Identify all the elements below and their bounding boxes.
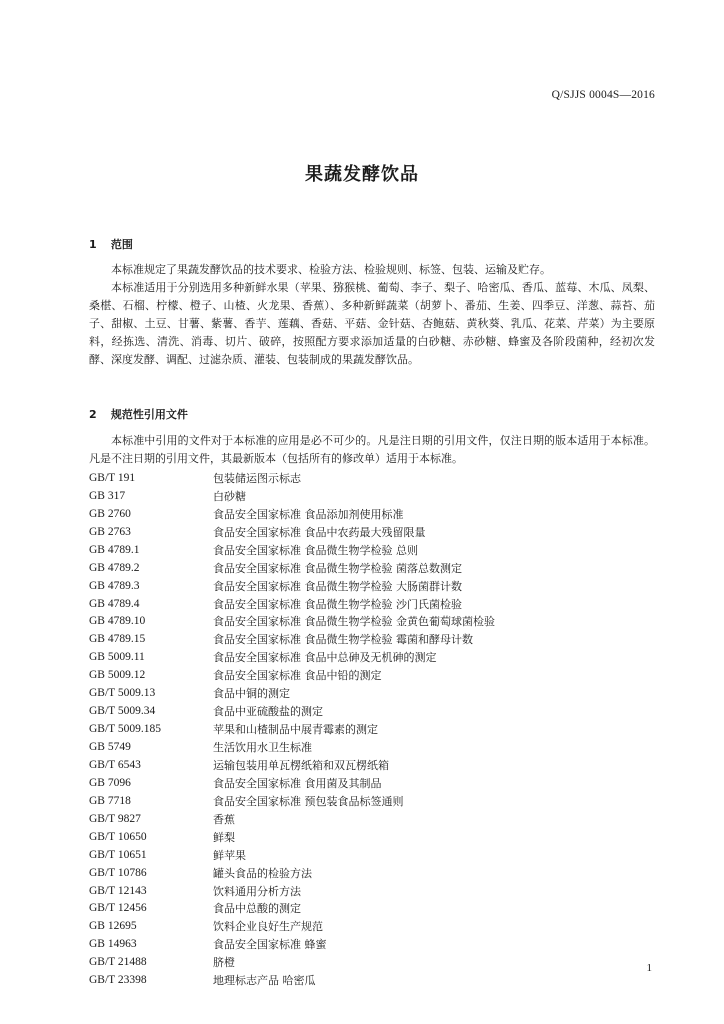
reference-row <box>89 630 649 648</box>
reference-code: GB/T 10651 <box>89 848 147 861</box>
reference-code: GB 14963 <box>89 938 137 951</box>
reference-title: 食品中铜的测定 <box>213 687 290 701</box>
section-1-heading <box>89 236 133 252</box>
reference-row <box>89 505 649 523</box>
reference-code: GB 4789.1 <box>89 543 140 556</box>
reference-code: GB 317 <box>89 489 126 502</box>
reference-code: GB 5749 <box>89 741 131 754</box>
reference-title: 生活饮用水卫生标准 <box>213 741 312 755</box>
reference-title: 食品安全国家标准 食品微生物学检验 大肠菌群计数 <box>213 579 462 593</box>
reference-row <box>89 971 649 989</box>
reference-code: GB 7096 <box>89 776 131 789</box>
reference-code: GB 12695 <box>89 920 137 933</box>
reference-code: GB 5009.12 <box>89 669 146 682</box>
reference-row <box>89 720 649 738</box>
reference-title: 食品安全国家标准 食品微生物学检验 霉菌和酵母计数 <box>213 633 473 647</box>
reference-title: 白砂糖 <box>213 489 246 503</box>
reference-title: 食品中亚硫酸盐的测定 <box>213 705 323 719</box>
section-2-title: 规范性引用文件 <box>110 408 188 421</box>
reference-code: GB/T 12456 <box>89 902 147 915</box>
reference-title: 食品安全国家标准 食用菌及其制品 <box>213 776 382 790</box>
reference-title: 运输包装用单瓦楞纸箱和双瓦楞纸箱 <box>213 758 389 772</box>
reference-title: 鲜梨 <box>213 830 235 844</box>
reference-title: 鲜苹果 <box>213 848 246 862</box>
reference-code: GB/T 191 <box>89 471 136 484</box>
reference-row <box>89 559 649 577</box>
reference-row <box>89 917 649 935</box>
reference-code: GB 7718 <box>89 794 131 807</box>
reference-row <box>89 953 649 971</box>
references-intro-paragraph: 本标准中引用的文件对于本标准的应用是必不可少的。凡是注日期的引用文件，仅注日期的版本适用于本标准。凡是不注日期的引用文件，其最新版本（包括所有的修改单）适用于本标准。 <box>89 434 655 465</box>
reference-code: GB/T 9827 <box>89 812 141 825</box>
reference-code: GB 4789.4 <box>89 597 140 610</box>
reference-code: GB/T 10650 <box>89 830 147 843</box>
reference-code: GB/T 6543 <box>89 758 141 771</box>
reference-row <box>89 648 649 666</box>
reference-row <box>89 577 649 595</box>
reference-row <box>89 882 649 900</box>
reference-row <box>89 666 649 684</box>
reference-title: 食品安全国家标准 食品微生物学检验 金黄色葡萄球菌检验 <box>213 615 495 629</box>
reference-row <box>89 595 649 613</box>
reference-code: GB/T 5009.13 <box>89 687 156 700</box>
reference-title: 食品中总酸的测定 <box>213 902 301 916</box>
reference-code: GB/T 21488 <box>89 956 147 969</box>
reference-title: 饮料通用分析方法 <box>213 884 301 898</box>
reference-row <box>89 846 649 864</box>
reference-title: 地理标志产品 哈密瓜 <box>213 974 316 988</box>
reference-title: 食品安全国家标准 食品微生物学检验 菌落总数测定 <box>213 561 462 575</box>
reference-title: 苹果和山楂制品中展青霉素的测定 <box>213 723 378 737</box>
reference-code: GB/T 23398 <box>89 974 147 987</box>
reference-list <box>89 469 649 989</box>
reference-row <box>89 828 649 846</box>
reference-title: 食品安全国家标准 蜂蜜 <box>213 938 327 952</box>
section-1-number: 1 <box>89 238 97 251</box>
reference-title: 罐头食品的检验方法 <box>213 866 312 880</box>
reference-row <box>89 774 649 792</box>
reference-row <box>89 487 649 505</box>
reference-row <box>89 810 649 828</box>
reference-row <box>89 523 649 541</box>
reference-row <box>89 541 649 559</box>
reference-code: GB 4789.15 <box>89 633 146 646</box>
scope-paragraph-1: 本标准规定了果蔬发酵饮品的技术要求、检验方法、检验规则、标签、包装、运输及贮存。 <box>111 263 551 276</box>
reference-row <box>89 900 649 918</box>
document-title: 果蔬发酵饮品 <box>305 164 419 185</box>
reference-row <box>89 792 649 810</box>
section-1-title: 范围 <box>110 238 133 251</box>
reference-title: 脐橙 <box>213 956 235 970</box>
reference-title: 食品安全国家标准 食品微生物学检验 总则 <box>213 543 418 557</box>
reference-title: 食品安全国家标准 食品中总砷及无机砷的测定 <box>213 651 437 665</box>
reference-title: 包装储运图示标志 <box>213 471 301 485</box>
reference-title: 食品安全国家标准 食品添加剂使用标准 <box>213 507 404 521</box>
reference-code: GB 2760 <box>89 507 131 520</box>
reference-code: GB 2763 <box>89 525 131 538</box>
reference-code: GB/T 5009.34 <box>89 705 156 718</box>
reference-row <box>89 756 649 774</box>
reference-title: 饮料企业良好生产规范 <box>213 920 323 934</box>
reference-code: GB/T 5009.185 <box>89 723 161 736</box>
reference-row <box>89 469 649 487</box>
reference-row <box>89 864 649 882</box>
reference-title: 食品安全国家标准 食品中铅的测定 <box>213 669 382 683</box>
page-number: 1 <box>646 962 652 974</box>
section-2-heading <box>89 406 188 422</box>
reference-title: 香蕉 <box>213 812 235 826</box>
reference-code: GB 4789.10 <box>89 615 146 628</box>
reference-code: GB/T 10786 <box>89 866 147 879</box>
section-2-number: 2 <box>89 408 97 421</box>
reference-title: 食品安全国家标准 食品微生物学检验 沙门氏菌检验 <box>213 597 462 611</box>
reference-row <box>89 702 649 720</box>
reference-code: GB/T 12143 <box>89 884 147 897</box>
reference-row <box>89 684 649 702</box>
reference-code: GB 4789.2 <box>89 561 140 574</box>
reference-title: 食品安全国家标准 食品中农药最大残留限量 <box>213 525 426 539</box>
scope-paragraph-2: 本标准适用于分别选用多种新鲜水果（苹果、猕猴桃、葡萄、李子、梨子、哈密瓜、香瓜、蓝莓、木瓜、凤梨、桑椹、石榴、柠檬、橙子、山楂、火龙果、香蕉）、多种新鲜蔬菜（胡萝卜、番茄、生姜、四季豆、洋葱、蒜苔、茄子、甜椒、土豆、甘薯、紫薯、香芋、莲藕、香菇、平菇、金针菇、杏鲍菇、黄秋葵、乳瓜、花菜、芹菜）为主要原料，经拣选、清洗、消毒、切片、破碎，按照配方要求添加适量的白砂糖、赤砂糖、蜂蜜及各阶段菌种，经初次发酵、深度发酵、调配、过滤杂质、灌装、包装制成的果蔬发酵饮品。 <box>89 281 655 366</box>
reference-row <box>89 613 649 631</box>
reference-row <box>89 935 649 953</box>
reference-title: 食品安全国家标准 预包装食品标签通则 <box>213 794 404 808</box>
standard-code: Q/SJJS 0004S—2016 <box>551 89 655 101</box>
reference-code: GB 5009.11 <box>89 651 145 664</box>
reference-code: GB 4789.3 <box>89 579 140 592</box>
reference-row <box>89 738 649 756</box>
